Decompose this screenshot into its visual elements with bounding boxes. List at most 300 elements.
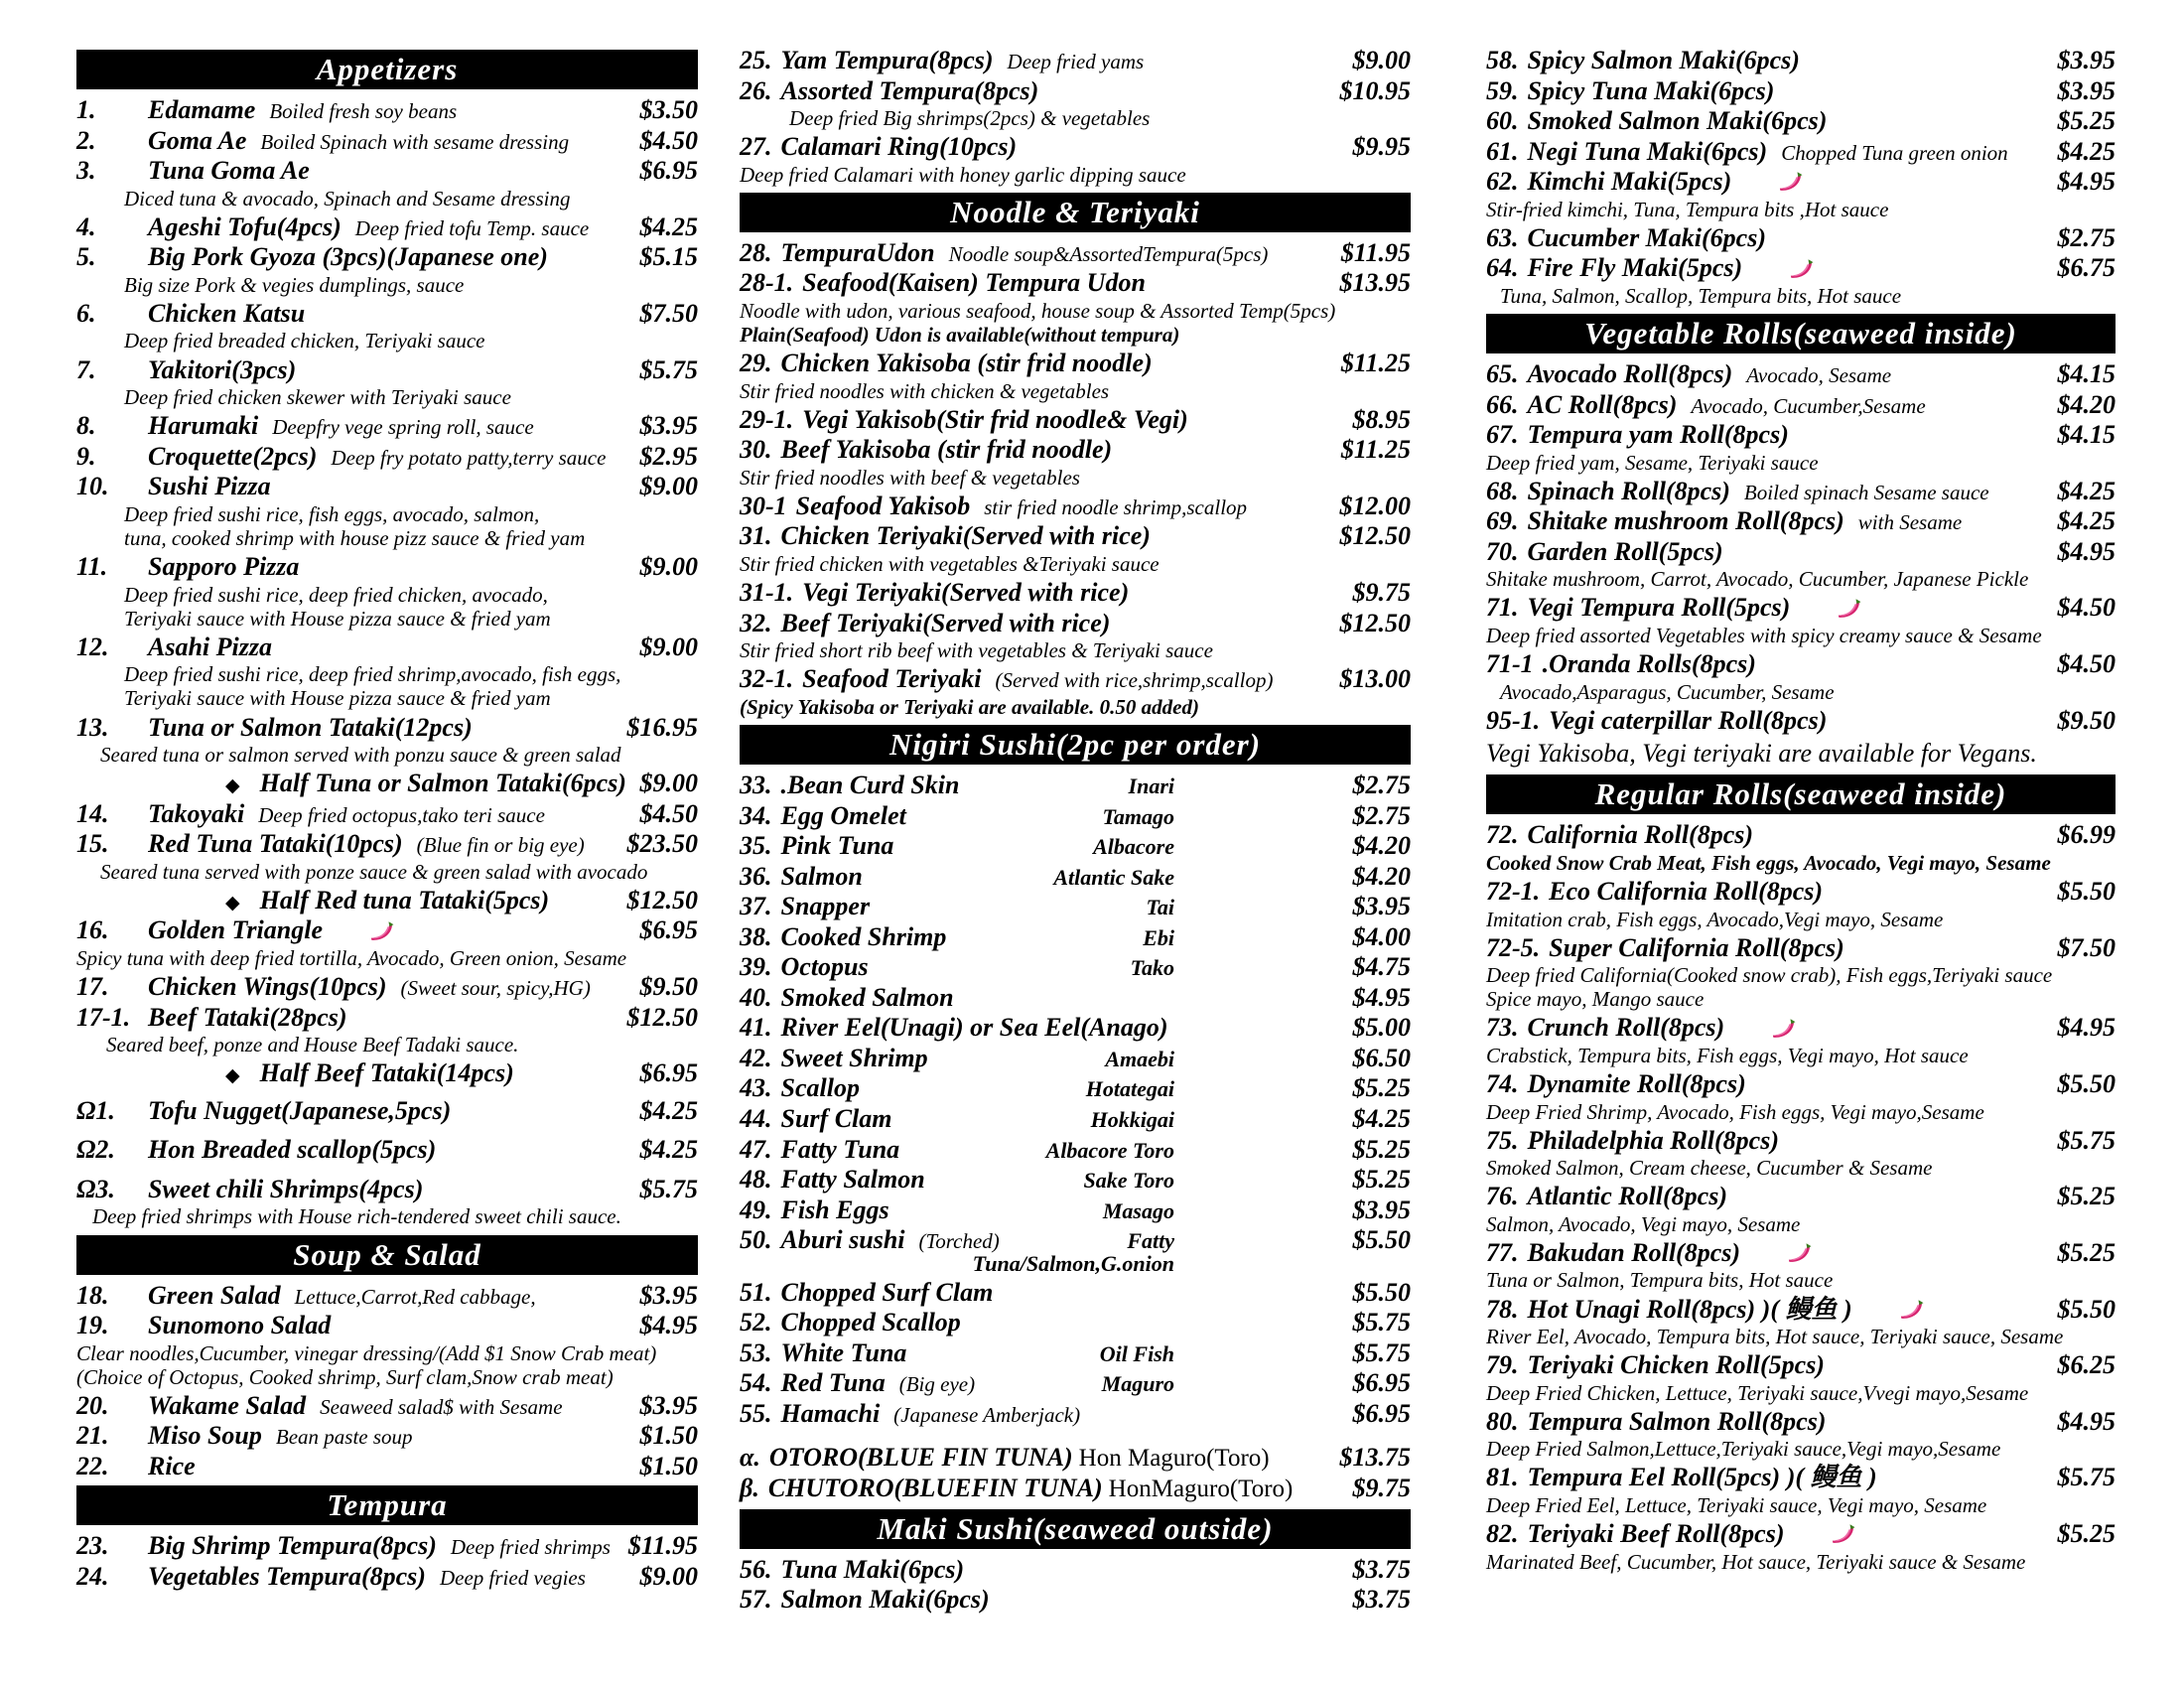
menu-item xyxy=(76,243,698,271)
item-price: $3.95 xyxy=(2057,75,2116,105)
item-name: Golden Triangle xyxy=(148,915,323,945)
half-item xyxy=(76,770,698,797)
menu-item xyxy=(740,406,1411,434)
item-number: 40. xyxy=(740,982,772,1012)
item-name: Goma Ae xyxy=(148,125,247,155)
item-number: 75. xyxy=(1486,1125,1519,1155)
item-number: 23. xyxy=(76,1531,109,1561)
item-text xyxy=(1486,934,2006,962)
menu-item xyxy=(740,923,1411,951)
item-number: β. xyxy=(740,1474,759,1503)
item-inline-desc: stir fried noodle shrimp,scallop xyxy=(984,494,1248,519)
item-name: Harumaki xyxy=(148,411,259,441)
item-price: $4.95 xyxy=(1352,982,1411,1012)
item-name: Smoked Salmon Maki(6pcs) xyxy=(1527,106,1828,136)
item-number: 8. xyxy=(76,411,96,441)
item-text xyxy=(740,350,1301,377)
item-name: CHUTORO(BLUEFIN TUNA) xyxy=(767,1474,1103,1503)
item-price: $4.50 xyxy=(2057,649,2116,679)
half-item xyxy=(76,887,698,914)
item-text xyxy=(740,492,1301,520)
section-header: Tempura xyxy=(76,1485,698,1525)
section-header: Nigiri Sushi(2pc per order) xyxy=(740,725,1411,765)
item-name: Fire Fly Maki(5pcs) xyxy=(1527,253,1743,283)
item-number: 12. xyxy=(76,632,109,661)
item-price: $5.25 xyxy=(2057,1519,2116,1549)
item-text xyxy=(76,1136,579,1164)
chili-icon xyxy=(1836,597,1862,620)
item-name: Hot Unagi Roll(8pcs) )( 鳗鱼 ) xyxy=(1527,1294,1852,1324)
item-price: $6.95 xyxy=(639,156,698,186)
item-name: Edamame xyxy=(148,95,256,124)
menu-item xyxy=(740,579,1411,607)
item-number: 80. xyxy=(1486,1406,1519,1436)
menu-item xyxy=(740,133,1411,161)
item-name: Fatty Tuna xyxy=(780,1134,900,1164)
item-price: $5.75 xyxy=(2057,1463,2116,1492)
desc-line: Marinated Beef, Cucumber, Hot sauce, Teriyaki sauce & Sesame xyxy=(1486,1549,2026,1574)
item-name: Tempura Salmon Roll(8pcs) xyxy=(1527,1406,1827,1436)
item-price: $9.00 xyxy=(639,769,698,798)
section-header: Regular Rolls(seaweed inside) xyxy=(1486,774,2116,814)
menu-item xyxy=(1486,934,2116,962)
item-name: River Eel(Unagi) or Sea Eel(Anago) xyxy=(780,1013,1168,1043)
item-price: $3.95 xyxy=(639,411,698,441)
item-name: Tempura yam Roll(8pcs) xyxy=(1527,420,1789,450)
chili-icon xyxy=(368,919,395,942)
desc-line: Seared tuna or salmon served with ponzu sauce & green salad xyxy=(100,743,621,768)
menu-item xyxy=(740,436,1411,464)
item-price: $11.25 xyxy=(1340,435,1411,465)
menu-item xyxy=(1486,1127,2116,1155)
item-name: Garden Roll(5pcs) xyxy=(1527,536,1723,566)
item-text xyxy=(76,157,579,185)
item-inline-desc: Deep fried tofu Temp. sauce xyxy=(354,215,590,240)
item-text xyxy=(740,982,954,1012)
item-price: $12.50 xyxy=(1339,521,1411,551)
item-jp-name: Masago xyxy=(1102,1197,1174,1223)
menu-item xyxy=(1486,650,2116,678)
note-line: Cooked Snow Crab Meat, Fish eggs, Avocado, Vegi mayo, Sesame xyxy=(1486,850,2051,875)
desc-line: Deep fried chicken skewer with Teriyaki sauce xyxy=(124,385,511,410)
desc-line: Spice mayo, Mango sauce xyxy=(1486,987,1705,1012)
menu-item xyxy=(1486,168,2116,196)
item-number: 36. xyxy=(740,861,772,891)
item-text xyxy=(1486,1520,2006,1548)
item-inline-desc: (Served with rice,shrimp,scallop) xyxy=(995,668,1274,693)
item-price: $5.50 xyxy=(1352,1277,1411,1307)
item-text xyxy=(76,800,579,828)
item-number: 69. xyxy=(1486,506,1519,536)
menu-item xyxy=(740,1586,1411,1614)
item-name: OTORO(BLUE FIN TUNA) xyxy=(768,1442,1073,1472)
item-name: Chopped Scallop xyxy=(780,1308,961,1337)
item-name: Chicken Teriyaki(Served with rice) xyxy=(780,521,1151,551)
item-price: $10.95 xyxy=(1339,75,1411,105)
menu-item xyxy=(76,96,698,124)
item-price: $3.50 xyxy=(639,95,698,124)
item-name: Chopped Surf Clam xyxy=(780,1277,994,1307)
menu-item xyxy=(76,1282,698,1310)
item-number: 35. xyxy=(740,831,772,861)
item-name: Seafood(Kaisen) Tempura Udon xyxy=(802,268,1146,298)
menu-item xyxy=(740,1339,1411,1367)
item-name: Seafood Yakisob xyxy=(795,491,971,520)
item-text xyxy=(740,921,947,951)
item-price: $5.75 xyxy=(639,354,698,384)
item-name: Dynamite Roll(8pcs) xyxy=(1527,1068,1746,1098)
item-price: $13.00 xyxy=(1339,664,1411,694)
note-line: (Spicy Yakisoba or Teriyaki are available. 0.50 added) xyxy=(740,694,1199,719)
item-text xyxy=(76,1422,579,1450)
item-text xyxy=(1486,421,2006,449)
half-item xyxy=(76,1059,698,1087)
item-inline-desc: Deep fried octopus,tako teri sauce xyxy=(258,802,545,827)
item-inline-desc: (Big eye) xyxy=(898,1372,976,1397)
item-number: 55. xyxy=(740,1398,772,1428)
desc-line: Big size Pork & vegies dumplings, sauce xyxy=(124,272,465,297)
menu-item xyxy=(1486,538,2116,566)
menu-item xyxy=(1486,1183,2116,1210)
menu-item xyxy=(76,443,698,471)
item-price: $5.25 xyxy=(2057,106,2116,136)
desc-line: Deep Fried Chicken, Lettuce, Teriyaki sauce,Vvegi mayo,Sesame xyxy=(1486,1380,2029,1405)
item-price: $1.50 xyxy=(639,1451,698,1480)
item-text xyxy=(1486,821,2006,849)
half-item-text xyxy=(225,769,626,798)
item-number: 30. xyxy=(740,435,772,465)
item-text xyxy=(1486,1464,2006,1491)
item-number: 70. xyxy=(1486,536,1519,566)
item-name: Spinach Roll(8pcs) xyxy=(1527,476,1730,505)
desc-line: Teriyaki sauce with House pizza sauce & fried yam xyxy=(124,686,551,711)
item-price: $7.50 xyxy=(2057,932,2116,962)
item-name: Croquette(2pcs) xyxy=(148,441,318,471)
item-text xyxy=(76,1392,579,1420)
item-number: 6. xyxy=(76,298,96,328)
item-price: $3.95 xyxy=(1352,1195,1411,1224)
item-price: $6.95 xyxy=(1352,1368,1411,1398)
item-price: $12.50 xyxy=(626,1002,698,1032)
menu-item xyxy=(740,239,1411,267)
menu-item xyxy=(76,1176,698,1203)
item-price: $5.25 xyxy=(2057,1182,2116,1211)
chili-icon xyxy=(1786,1241,1813,1264)
item-text xyxy=(76,473,579,500)
item-jp-name: Oil Fish xyxy=(1099,1340,1174,1366)
menu-item xyxy=(740,1475,1411,1503)
desc-line: Avocado,Asparagus, Cucumber, Sesame xyxy=(1500,679,1835,704)
menu-item xyxy=(740,772,1411,799)
item-price: $4.20 xyxy=(1352,831,1411,861)
item-text xyxy=(1486,1127,2006,1155)
item-number: 38. xyxy=(740,921,772,951)
item-name: Spicy Tuna Maki(6pcs) xyxy=(1527,75,1775,105)
item-price: $3.95 xyxy=(639,1390,698,1420)
item-text xyxy=(740,1277,994,1307)
item-name: Smoked Salmon xyxy=(780,982,954,1012)
item-name: Shitake mushroom Roll(8pcs) xyxy=(1527,506,1844,536)
item-price: $2.75 xyxy=(1352,800,1411,830)
item-number: 32-1. xyxy=(740,664,794,694)
item-name: .Oranda Rolls(8pcs) xyxy=(1542,649,1756,679)
chili-icon xyxy=(1777,170,1804,193)
item-text xyxy=(740,522,1301,550)
item-inline-desc: Chopped Tuna green onion xyxy=(1781,140,2008,165)
item-number: 53. xyxy=(740,1337,772,1367)
section-header: Appetizers xyxy=(76,50,698,89)
item-price: $5.50 xyxy=(2057,876,2116,906)
item-number: 7. xyxy=(76,354,96,384)
item-text xyxy=(1486,391,2006,419)
item-jp-name: Hokkigai xyxy=(1090,1106,1174,1132)
menu-item xyxy=(76,473,698,500)
item-number: 52. xyxy=(740,1308,772,1337)
menu-item xyxy=(76,633,698,661)
item-price: $9.00 xyxy=(639,472,698,501)
item-number: 3. xyxy=(76,156,96,186)
menu-item xyxy=(1486,77,2116,105)
item-inline-desc: Noodle soup&AssortedTempura(5pcs) xyxy=(948,241,1269,266)
diamond-icon: ◆ xyxy=(225,892,240,914)
item-name: Vegi caterpillar Roll(8pcs) xyxy=(1549,705,1828,735)
item-price: $11.95 xyxy=(1340,237,1411,267)
item-number: Ω2. xyxy=(76,1135,115,1165)
item-number: 16. xyxy=(76,915,109,945)
item-name: Tuna or Salmon Tataki(12pcs) xyxy=(148,712,473,742)
section-header: Vegetable Rolls(seaweed inside) xyxy=(1486,314,2116,353)
item-name: Sapporo Pizza xyxy=(148,552,300,582)
chili-icon xyxy=(1770,1017,1797,1040)
item-price: $23.50 xyxy=(626,829,698,859)
item-text xyxy=(1486,360,2006,388)
section-header: Soup & Salad xyxy=(76,1235,698,1275)
item-number: 2. xyxy=(76,125,96,155)
item-price: $9.50 xyxy=(2057,705,2116,735)
item-text xyxy=(76,211,590,241)
item-number: 63. xyxy=(1486,222,1519,252)
item-name: Red Tuna xyxy=(780,1368,886,1398)
item-price: $2.95 xyxy=(639,441,698,471)
item-text xyxy=(76,1282,579,1310)
item-inline-desc: Deep fried shrimps xyxy=(450,1535,611,1560)
item-price: $6.75 xyxy=(2057,253,2116,283)
item-number: 95-1. xyxy=(1486,705,1541,735)
item-text xyxy=(1486,594,2006,622)
desc-line: Deep fried sushi rice, deep fried shrimp,avocado, fish eggs, xyxy=(124,662,621,687)
item-text xyxy=(76,829,585,859)
item-name: Scallop xyxy=(780,1073,860,1103)
menu-item xyxy=(740,1014,1411,1042)
item-jp-name: Tako xyxy=(1130,955,1174,981)
item-text xyxy=(740,863,936,891)
item-text xyxy=(740,1136,936,1164)
item-jp-name: Ebi xyxy=(1143,924,1174,950)
item-inline-desc-upright: Hon Maguro(Toro) xyxy=(1078,1444,1270,1472)
item-price: $4.25 xyxy=(639,1095,698,1125)
menu-item xyxy=(740,863,1411,891)
item-number: 29-1. xyxy=(740,404,794,434)
item-number: 26. xyxy=(740,75,772,105)
item-text xyxy=(1486,138,2006,166)
item-text xyxy=(1486,878,2006,906)
item-price: $4.15 xyxy=(2057,359,2116,389)
item-name: Vegi Tempura Roll(5pcs) xyxy=(1527,593,1791,623)
item-text xyxy=(76,714,579,742)
item-name: Vegi Yakisob(Stir frid noodle& Vegi) xyxy=(802,404,1188,434)
menu-item xyxy=(740,1074,1411,1102)
item-number: 81. xyxy=(1486,1463,1519,1492)
item-text xyxy=(1486,1014,2006,1042)
item-price: $4.50 xyxy=(2057,593,2116,623)
item-number: 64. xyxy=(1486,253,1519,283)
desc-line: Deep Fried Shrimp, Avocado, Fish eggs, Vegi mayo,Sesame xyxy=(1486,1099,1984,1124)
item-name: Sushi Pizza xyxy=(148,472,271,501)
menu-item xyxy=(740,522,1411,550)
desc-line: Deep fried Calamari with honey garlic dipping sauce xyxy=(740,162,1186,187)
desc-line: Deep fried Big shrimps(2pcs) & vegetables xyxy=(789,106,1151,131)
item-text xyxy=(76,1312,579,1339)
item-text xyxy=(740,665,1301,693)
item-text xyxy=(1486,507,2006,535)
item-price: $6.95 xyxy=(1352,1398,1411,1428)
item-name: Snapper xyxy=(780,892,871,921)
item-text xyxy=(740,1013,1168,1043)
item-name: Yakitori(3pcs) xyxy=(148,354,297,384)
item-price: $6.50 xyxy=(1352,1043,1411,1072)
item-number: 28-1. xyxy=(740,268,794,298)
menu-item xyxy=(1486,1464,2116,1491)
menu-item xyxy=(740,832,1411,860)
item-inline-desc: Avocado, Cucumber,Sesame xyxy=(1691,393,1926,418)
item-number: 44. xyxy=(740,1103,772,1133)
item-name: .Bean Curd Skin xyxy=(780,770,960,799)
item-number: 4. xyxy=(76,211,96,241)
menu-item xyxy=(76,553,698,581)
item-price: $2.75 xyxy=(2057,222,2116,252)
item-number: 76. xyxy=(1486,1182,1519,1211)
item-price: $6.95 xyxy=(639,1058,698,1088)
item-name: Seafood Teriyaki xyxy=(802,664,982,694)
menu-item xyxy=(76,916,698,944)
item-inline-desc: (Torched) xyxy=(918,1229,1000,1254)
item-name: Chicken Yakisoba (stir frid noodle) xyxy=(780,349,1153,378)
item-name: Kimchi Maki(5pcs) xyxy=(1527,167,1732,197)
item-number: 13. xyxy=(76,712,109,742)
menu-item xyxy=(76,356,698,384)
item-number: 48. xyxy=(740,1165,772,1195)
item-text xyxy=(740,1398,1081,1428)
half-item-text xyxy=(225,1059,579,1087)
item-jp-name: Maguro xyxy=(1101,1371,1174,1397)
item-price: $3.75 xyxy=(1352,1585,1411,1615)
item-number: 43. xyxy=(740,1073,772,1103)
item-price: $4.25 xyxy=(2057,506,2116,536)
menu-item xyxy=(740,492,1411,520)
item-number: 51. xyxy=(740,1277,772,1307)
item-text xyxy=(76,96,579,124)
item-text xyxy=(1486,254,2006,282)
item-text xyxy=(740,1556,1301,1584)
item-name: Tofu Nugget(Japanese,5pcs) xyxy=(148,1095,452,1125)
item-price: $5.75 xyxy=(639,1174,698,1203)
item-text xyxy=(740,1225,1000,1255)
item-text xyxy=(1486,707,2006,735)
desc-line: Stir-fried kimchi, Tuna, Tempura bits ,Hot sauce xyxy=(1486,197,1889,221)
item-price: $5.50 xyxy=(2057,1068,2116,1098)
menu-item xyxy=(740,665,1411,693)
item-text xyxy=(1486,1408,2006,1436)
item-price: $4.20 xyxy=(1352,861,1411,891)
item-price: $13.95 xyxy=(1339,268,1411,298)
item-price: $9.50 xyxy=(639,972,698,1002)
desc-line: Smoked Salmon, Cream cheese, Cucumber & Sesame xyxy=(1486,1156,1933,1181)
desc-line: Deep fried sushi rice, fish eggs, avocado, salmon, xyxy=(124,501,540,526)
item-text xyxy=(1486,77,2006,105)
item-number: 9. xyxy=(76,441,96,471)
item-text xyxy=(1486,1183,2006,1210)
item-price: $7.50 xyxy=(639,298,698,328)
menu-item xyxy=(1486,878,2116,906)
item-text xyxy=(740,1074,936,1102)
menu-item xyxy=(1486,1408,2116,1436)
item-text xyxy=(1486,107,2006,135)
item-price: $5.25 xyxy=(2057,1237,2116,1267)
menu-item xyxy=(76,1392,698,1420)
desc-line: Noodle with udon, various seafood, house soup & Assorted Temp(5pcs) xyxy=(740,298,1336,323)
item-price: $8.95 xyxy=(1352,404,1411,434)
menu-item xyxy=(740,350,1411,377)
item-number: 49. xyxy=(740,1195,772,1224)
menu-column-middle xyxy=(740,44,1411,1617)
diamond-icon: ◆ xyxy=(225,775,240,797)
item-name: Yam Tempura(8pcs) xyxy=(780,46,994,74)
item-number: 54. xyxy=(740,1368,772,1398)
item-text xyxy=(1486,47,2006,74)
section-header: Noodle & Teriyaki xyxy=(740,193,1411,232)
item-text xyxy=(76,1562,586,1591)
item-name: Egg Omelet xyxy=(780,800,906,830)
item-jp-name: Amaebi xyxy=(1105,1046,1174,1071)
item-price: $5.25 xyxy=(1352,1073,1411,1103)
item-name: Red Tuna Tataki(10pcs) xyxy=(148,829,403,859)
item-number: 47. xyxy=(740,1134,772,1164)
item-name: White Tuna xyxy=(780,1337,907,1367)
item-number: 73. xyxy=(1486,1013,1519,1043)
menu-item xyxy=(76,1563,698,1591)
item-number: 24. xyxy=(76,1562,109,1591)
item-text xyxy=(740,610,1301,637)
item-price: $6.99 xyxy=(2057,820,2116,850)
desc-line: Seared tuna served with ponze sauce & green salad with avocado xyxy=(100,859,648,884)
menu-item xyxy=(740,1045,1411,1072)
menu-item xyxy=(1486,594,2116,622)
menu-item xyxy=(1486,1014,2116,1042)
item-name: Vegi Teriyaki(Served with rice) xyxy=(802,578,1130,608)
item-name: Crunch Roll(8pcs) xyxy=(1527,1013,1725,1043)
item-price: $4.00 xyxy=(1352,921,1411,951)
item-name: Sweet Shrimp xyxy=(780,1043,928,1072)
menu-item xyxy=(740,1136,1411,1164)
item-name: Aburi sushi xyxy=(780,1225,905,1255)
item-number: 32. xyxy=(740,608,772,637)
menu-item xyxy=(76,800,698,828)
item-price: $11.95 xyxy=(627,1531,698,1561)
item-number: 31. xyxy=(740,521,772,551)
item-number: 19. xyxy=(76,1311,109,1340)
item-price: $6.25 xyxy=(2057,1350,2116,1380)
item-name: Chicken Katsu xyxy=(148,298,306,328)
